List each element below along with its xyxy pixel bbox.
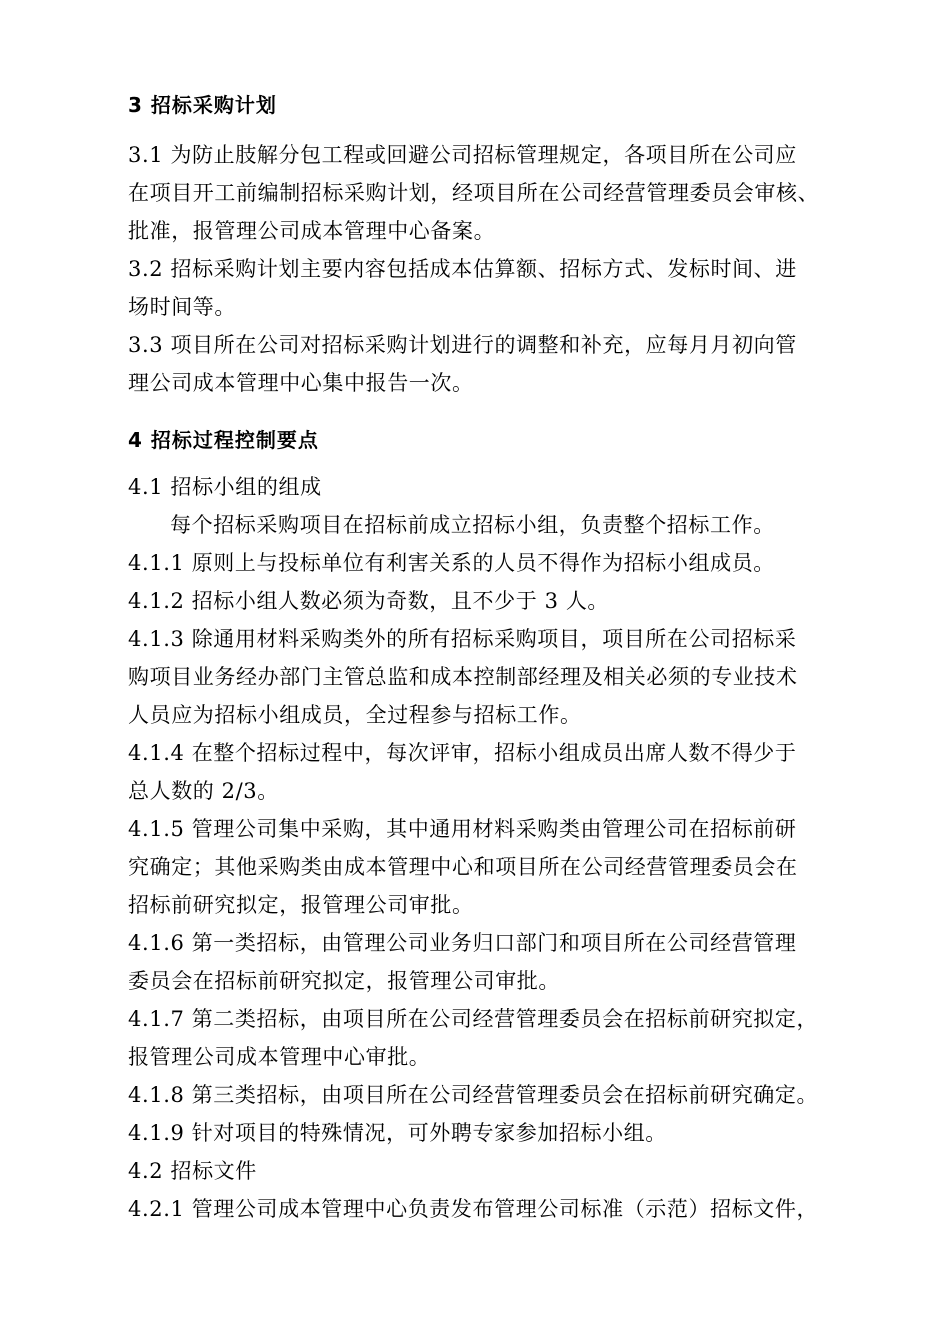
paragraph-line: 委员会在招标前研究拟定，报管理公司审批。: [128, 969, 560, 993]
paragraph-line: 4.1.5 管理公司集中采购，其中通用材料采购类由管理公司在招标前研: [128, 817, 797, 841]
paragraph-line: 场时间等。: [128, 295, 236, 319]
paragraph-line: 批准，报管理公司成本管理中心备案。: [128, 219, 496, 243]
paragraph-line: 每个招标采购项目在招标前成立招标小组，负责整个招标工作。: [170, 513, 775, 537]
paragraph-line: 究确定；其他采购类由成本管理中心和项目所在公司经营管理委员会在: [128, 855, 798, 879]
paragraph-line: 3.2 招标采购计划主要内容包括成本估算额、招标方式、发标时间、进: [128, 257, 797, 281]
paragraph-line: 4.1.2 招标小组人数必须为奇数，且不少于 3 人。: [128, 589, 610, 613]
paragraph-line: 购项目业务经办部门主管总监和成本控制部经理及相关必须的专业技术: [128, 665, 798, 689]
section-4-heading: 4 招标过程控制要点: [128, 428, 319, 452]
paragraph-line: 4.1.9 针对项目的特殊情况，可外聘专家参加招标小组。: [128, 1121, 667, 1145]
paragraph-line: 理公司成本管理中心集中报告一次。: [128, 371, 474, 395]
paragraph-line: 人员应为招标小组成员，全过程参与招标工作。: [128, 703, 582, 727]
section-3-heading: 3 招标采购计划: [128, 93, 277, 117]
subsection-title: 4.2 招标文件: [128, 1159, 257, 1183]
paragraph-line: 4.1.7 第二类招标，由项目所在公司经营管理委员会在招标前研究拟定，: [128, 1007, 819, 1031]
paragraph-line: 招标前研究拟定，报管理公司审批。: [128, 893, 474, 917]
subsection-title: 4.1 招标小组的组成: [128, 475, 322, 499]
paragraph-line: 3.3 项目所在公司对招标采购计划进行的调整和补充，应每月月初向管: [128, 333, 797, 357]
paragraph-line: 4.1.3 除通用材料采购类外的所有招标采购项目，项目所在公司招标采: [128, 627, 797, 651]
paragraph-line: 4.1.4 在整个招标过程中，每次评审，招标小组成员出席人数不得少于: [128, 741, 797, 765]
paragraph-line: 4.2.1 管理公司成本管理中心负责发布管理公司标准（示范）招标文件，: [128, 1197, 819, 1221]
paragraph-line: 4.1.1 原则上与投标单位有利害关系的人员不得作为招标小组成员。: [128, 551, 775, 575]
paragraph-line: 3.1 为防止肢解分包工程或回避公司招标管理规定，各项目所在公司应: [128, 143, 797, 167]
paragraph-line: 4.1.6 第一类招标，由管理公司业务归口部门和项目所在公司经营管理: [128, 931, 797, 955]
paragraph-line: 4.1.8 第三类招标，由项目所在公司经营管理委员会在招标前研究确定。: [128, 1083, 819, 1107]
paragraph-line: 在项目开工前编制招标采购计划，经项目所在公司经营管理委员会审核、: [128, 181, 820, 205]
paragraph-line: 报管理公司成本管理中心审批。: [128, 1045, 431, 1069]
paragraph-line: 总人数的 2/3。: [128, 779, 279, 803]
